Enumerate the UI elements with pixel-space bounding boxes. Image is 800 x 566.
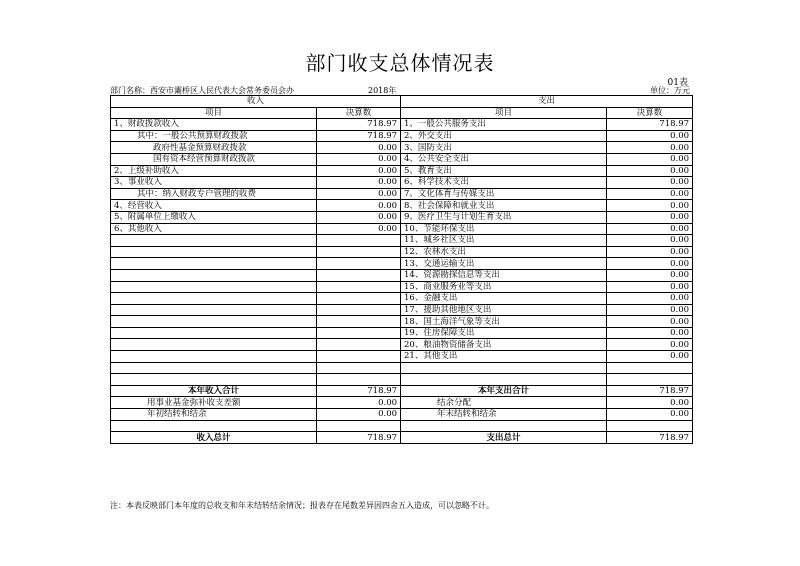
page-title: 部门收支总体情况表: [305, 51, 495, 75]
expense-amount: [607, 374, 693, 386]
table-row: [111, 351, 693, 363]
fund-offset-label: 用事业基金弥补收支差额: [111, 397, 317, 409]
table-row: [111, 293, 693, 305]
income-item: [111, 339, 317, 351]
table-row: [111, 200, 693, 212]
table-row: [111, 119, 693, 131]
year-label: 2018年: [368, 86, 397, 95]
income-amount: 0.00: [317, 200, 401, 212]
income-item: [111, 304, 317, 316]
table-row: [111, 177, 693, 189]
expense-amount: 0.00: [607, 281, 693, 293]
expense-item: 5、教育支出: [401, 165, 607, 177]
income-item: 国有资本经营预算财政拨款: [111, 153, 317, 165]
expense-amount: 0.00: [607, 258, 693, 270]
income-section-header: 收入: [111, 96, 401, 108]
expense-item: 21、其他支出: [401, 351, 607, 363]
closing-balance-value: 0.00: [607, 409, 693, 421]
income-grand-total-label: 收入总计: [111, 432, 317, 444]
expense-item: 11、城乡社区支出: [401, 235, 607, 247]
income-amount: [317, 293, 401, 305]
expense-amount: 0.00: [607, 211, 693, 223]
opening-balance-label: 年初结转和结余: [111, 409, 317, 421]
expense-amount: 0.00: [607, 304, 693, 316]
income-item: [111, 327, 317, 339]
income-amount: 0.00: [317, 153, 401, 165]
table-row: [111, 211, 693, 223]
table-row: [111, 235, 693, 247]
income-amount: [317, 339, 401, 351]
expense-amount: 0.00: [607, 153, 693, 165]
expense-item: 13、交通运输支出: [401, 258, 607, 270]
income-amount: 0.00: [317, 177, 401, 189]
table-row: [111, 409, 693, 421]
expense-grand-total: 718.97: [607, 432, 693, 444]
expense-item: 19、住房保障支出: [401, 327, 607, 339]
expense-amount: 0.00: [607, 223, 693, 235]
year-total-row: [111, 385, 693, 397]
expense-amount: 0.00: [607, 235, 693, 247]
income-item: [111, 351, 317, 363]
expense-item: 10、节能环保支出: [401, 223, 607, 235]
fund-offset-value: 0.00: [317, 397, 401, 409]
expense-item: 16、金融支出: [401, 293, 607, 305]
expense-amount: 0.00: [607, 293, 693, 305]
income-year-total-label: 本年收入合计: [111, 385, 317, 397]
income-amount: [317, 316, 401, 328]
income-amount: [317, 281, 401, 293]
income-amount: 718.97: [317, 119, 401, 131]
table-row: [111, 304, 693, 316]
expense-amount: 0.00: [607, 130, 693, 142]
income-amount: [317, 362, 401, 374]
expense-item: 7、文化体育与传媒支出: [401, 188, 607, 200]
income-amount: 0.00: [317, 188, 401, 200]
income-item: 其中：纳入财政专户管理的收费: [111, 188, 317, 200]
table-row: [111, 223, 693, 235]
income-item: 3、事业收入: [111, 177, 317, 189]
expense-amount: 718.97: [607, 119, 693, 131]
surplus-distribution-value: 0.00: [607, 397, 693, 409]
table-row: [111, 188, 693, 200]
income-year-total: 718.97: [317, 385, 401, 397]
column-header-row: [111, 107, 693, 119]
expense-item: 9、医疗卫生与计划生育支出: [401, 211, 607, 223]
income-amount: [317, 246, 401, 258]
expense-item: 15、商业服务业等支出: [401, 281, 607, 293]
expense-item: 18、国土海洋气象等支出: [401, 316, 607, 328]
income-item: [111, 281, 317, 293]
expense-item: [401, 362, 607, 374]
expense-amount: [607, 362, 693, 374]
table-row: [111, 316, 693, 328]
grand-total-row: [111, 432, 693, 444]
income-amount: [317, 351, 401, 363]
expense-amount: 0.00: [607, 339, 693, 351]
income-item: [111, 374, 317, 386]
expense-amount: 0.00: [607, 316, 693, 328]
expense-grand-total-label: 支出总计: [401, 432, 607, 444]
expense-amount-header: 决算数: [607, 107, 693, 119]
expense-item-header: 项目: [401, 107, 607, 119]
income-item: 2、上级补助收入: [111, 165, 317, 177]
table-row: [111, 142, 693, 154]
expense-item: 3、国防支出: [401, 142, 607, 154]
expense-amount: 0.00: [607, 269, 693, 281]
table-row: [111, 362, 693, 374]
income-item: 其中：一般公共预算财政拨款: [111, 130, 317, 142]
unit-label: 单位：万元: [650, 86, 690, 95]
empty-row: [111, 420, 693, 432]
expense-item: 20、粮油物资储备支出: [401, 339, 607, 351]
section-header-row: [111, 96, 693, 108]
income-amount: [317, 374, 401, 386]
expense-year-total: 718.97: [607, 385, 693, 397]
expense-item: 8、社会保障和就业支出: [401, 200, 607, 212]
table-row: [111, 269, 693, 281]
income-amount: [317, 327, 401, 339]
income-amount: 0.00: [317, 142, 401, 154]
income-item: 5、附属单位上缴收入: [111, 211, 317, 223]
expense-section-header: 支出: [401, 96, 693, 108]
expense-amount: 0.00: [607, 246, 693, 258]
income-amount: [317, 258, 401, 270]
expense-item: 14、资源勘探信息等支出: [401, 269, 607, 281]
income-amount: 718.97: [317, 130, 401, 142]
table-row: [111, 153, 693, 165]
expense-amount: 0.00: [607, 142, 693, 154]
income-amount: 0.00: [317, 223, 401, 235]
income-grand-total: 718.97: [317, 432, 401, 444]
income-item: 4、经营收入: [111, 200, 317, 212]
opening-balance-value: 0.00: [317, 409, 401, 421]
expense-amount: 0.00: [607, 200, 693, 212]
department-name: 部门名称：西安市灞桥区人民代表大会常务委员会办: [110, 86, 294, 95]
income-item: 6、其他收入: [111, 223, 317, 235]
footnote: 注：本表反映部门本年度的总收支和年末结转结余情况；报表存在尾数差异因四舍五入造成，可以忽略不计。: [110, 501, 494, 510]
income-item: [111, 362, 317, 374]
expense-amount: 0.00: [607, 327, 693, 339]
expense-item: 6、科学技术支出: [401, 177, 607, 189]
expense-amount: 0.00: [607, 177, 693, 189]
income-item: 1、财政拨款收入: [111, 119, 317, 131]
income-item: [111, 269, 317, 281]
expense-item: 4、公共安全支出: [401, 153, 607, 165]
expense-amount: 0.00: [607, 351, 693, 363]
income-item: [111, 235, 317, 247]
meta-line: [110, 85, 690, 95]
expense-item: 2、外交支出: [401, 130, 607, 142]
income-item: 政府性基金预算财政拨款: [111, 142, 317, 154]
table-row: [111, 246, 693, 258]
expense-amount: 0.00: [607, 188, 693, 200]
table-row: [111, 339, 693, 351]
income-amount: 0.00: [317, 211, 401, 223]
income-amount: [317, 235, 401, 247]
table-row: [111, 281, 693, 293]
income-item: [111, 293, 317, 305]
table-row: [111, 130, 693, 142]
income-item: [111, 316, 317, 328]
expense-amount: 0.00: [607, 165, 693, 177]
expense-item: 12、农林水支出: [401, 246, 607, 258]
table-row: [111, 165, 693, 177]
table-row: [111, 397, 693, 409]
table-number: 01表: [667, 78, 688, 88]
expense-item: 1、一般公共服务支出: [401, 119, 607, 131]
table-row: [111, 374, 693, 386]
income-item-header: 项目: [111, 107, 317, 119]
income-item: [111, 258, 317, 270]
income-amount: [317, 304, 401, 316]
table-row: [111, 327, 693, 339]
income-item: [111, 246, 317, 258]
income-amount: [317, 269, 401, 281]
income-amount: 0.00: [317, 165, 401, 177]
income-amount-header: 决算数: [317, 107, 401, 119]
table-row: [111, 258, 693, 270]
expense-item: 17、援助其他地区支出: [401, 304, 607, 316]
surplus-distribution-label: 结余分配: [401, 397, 607, 409]
closing-balance-label: 年末结转和结余: [401, 409, 607, 421]
income-expense-table: [110, 95, 693, 444]
expense-year-total-label: 本年支出合计: [401, 385, 607, 397]
expense-item: [401, 374, 607, 386]
